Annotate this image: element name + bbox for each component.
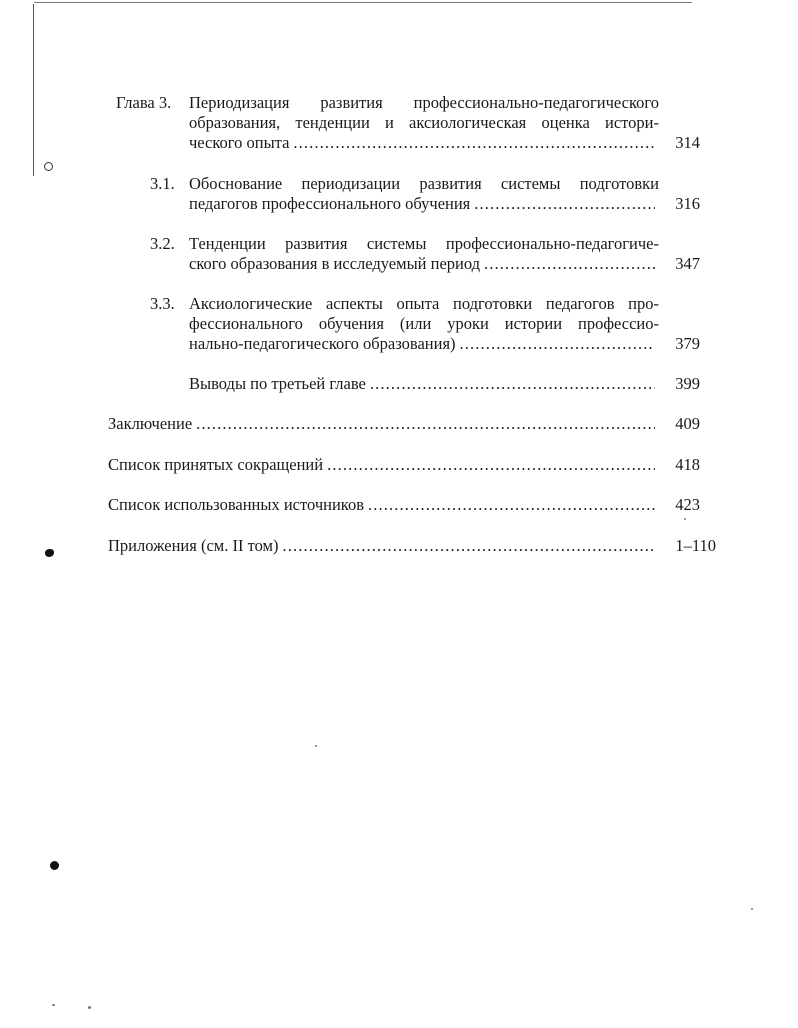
- dot-leader: [484, 254, 655, 274]
- section-title-line: Обоснование периодизации развития системы подготовки: [189, 174, 659, 193]
- scan-border-top: [34, 2, 692, 3]
- page-number: 418: [675, 455, 700, 474]
- entry-title: Выводы по третьей главе: [189, 374, 366, 393]
- entry-title: Приложения (см. II том): [108, 536, 279, 555]
- chapter-title-line: образования, тенденции и аксиологическая оценка истори-: [189, 113, 659, 132]
- section-title-line: ского образования в исследуемый период: [189, 254, 481, 273]
- dust-speck: [751, 908, 753, 910]
- chapter-title-line: Периодизация развития профессионально-педагогического: [189, 93, 659, 112]
- dust-speck: [88, 1006, 91, 1009]
- dust-speck: [684, 518, 686, 520]
- page-number: 379: [675, 334, 700, 353]
- section-number: 3.1.: [150, 174, 175, 193]
- section-title-line: педагогов профессионального обучения: [189, 194, 471, 213]
- page-number: 347: [675, 254, 700, 273]
- dot-leader: [196, 414, 655, 434]
- chapter-title-line: ческого опыта: [189, 133, 290, 152]
- toc-entry-row: [189, 374, 661, 394]
- dot-leader: [282, 536, 655, 556]
- dust-speck: [315, 745, 317, 747]
- section-title-line: Тенденции развития системы профессионально-педагогиче-: [189, 234, 659, 253]
- page-number: 399: [675, 374, 700, 393]
- toc-entry-row: [108, 495, 661, 515]
- toc-entry-row: [189, 334, 661, 354]
- dust-speck: [52, 1004, 55, 1006]
- dot-leader: [370, 374, 655, 394]
- punch-hole-mark: [44, 162, 53, 171]
- toc-entry-row: [189, 194, 661, 214]
- entry-title: Список использованных источников: [108, 495, 364, 514]
- section-title-line: нально-педагогического образования): [189, 334, 456, 353]
- ink-blot: [50, 861, 59, 870]
- scan-border-left: [33, 4, 34, 176]
- entry-title: Список принятых сокращений: [108, 455, 324, 474]
- section-title-line: фессионального обучения (или уроки истории профессио-: [189, 314, 659, 333]
- toc-entry-row: [108, 414, 661, 434]
- dot-leader: [368, 495, 655, 515]
- entry-title: Заключение: [108, 414, 193, 433]
- section-title-line: Аксиологические аспекты опыта подготовки педагогов про-: [189, 294, 659, 313]
- dot-leader: [460, 334, 655, 354]
- toc-entry-row: [108, 536, 661, 556]
- ink-blot: [45, 549, 54, 557]
- dot-leader: [327, 455, 655, 475]
- toc-entry-row: [189, 254, 661, 274]
- section-number: 3.3.: [150, 294, 175, 313]
- toc-entry-row: [108, 455, 661, 475]
- section-number: 3.2.: [150, 234, 175, 253]
- chapter-label: Глава 3.: [116, 93, 172, 112]
- page-number: 314: [675, 133, 700, 152]
- dot-leader: [293, 133, 655, 153]
- page-number: 423: [675, 495, 700, 514]
- dot-leader: [474, 194, 655, 214]
- page-number: 409: [675, 414, 700, 433]
- page-number: 316: [675, 194, 700, 213]
- page-number: 1–110: [675, 536, 716, 555]
- toc-entry-row: [189, 133, 661, 153]
